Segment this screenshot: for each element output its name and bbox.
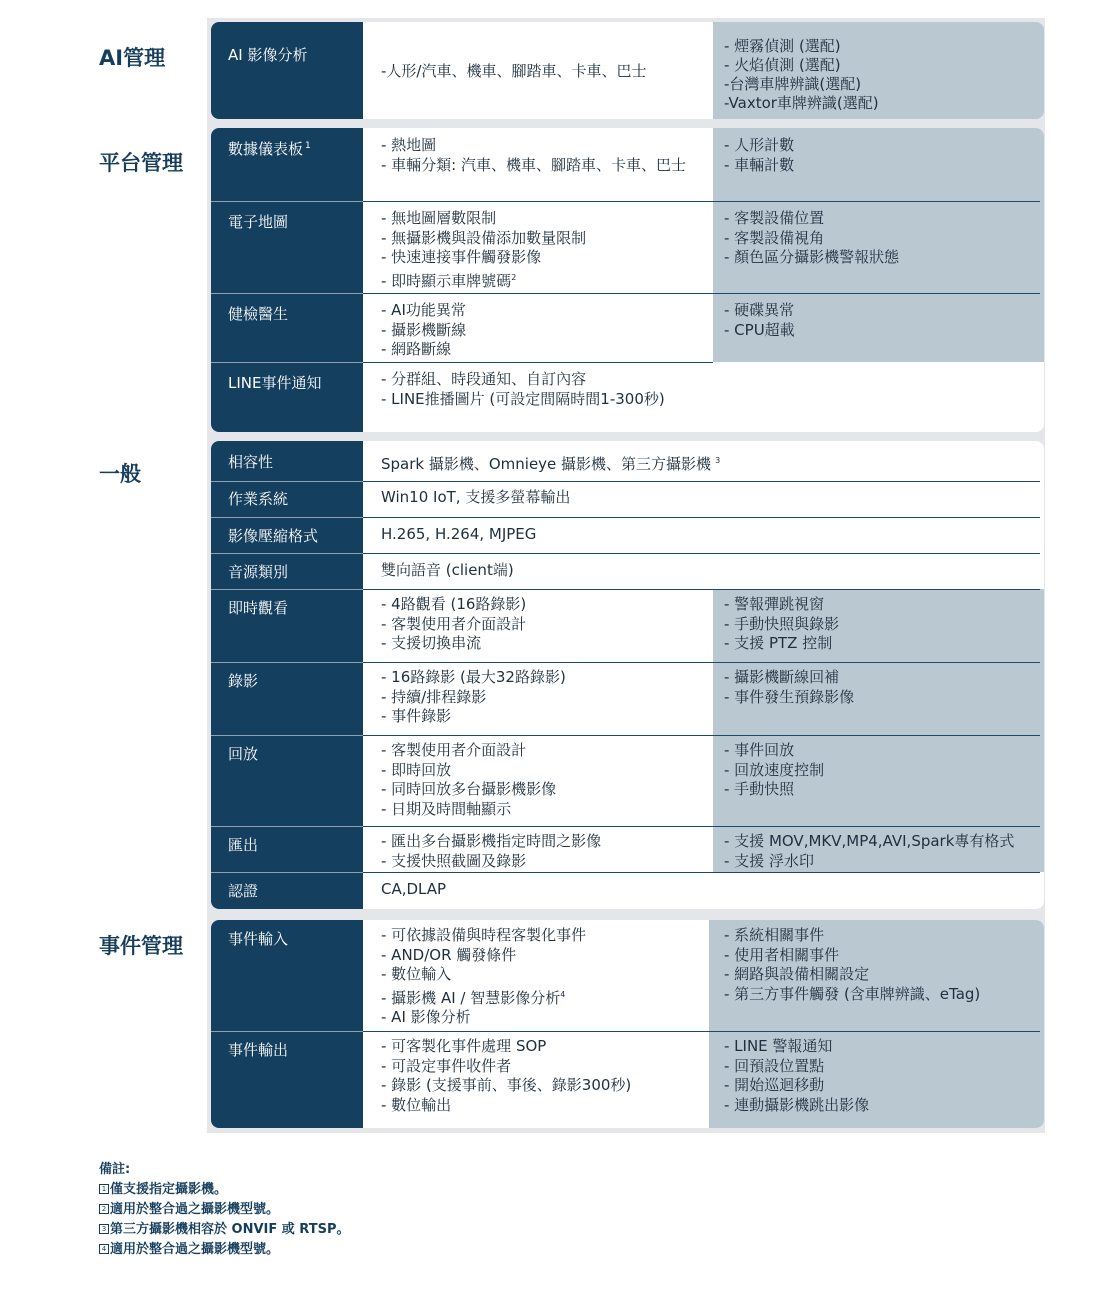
right-column: - 攝影機斷線回補 - 事件發生預錄影像 [724,668,855,706]
spec-row-dashboard [211,128,1044,201]
row-label: 健檢醫生 [228,305,289,323]
category-event-management: 事件管理 [99,934,183,958]
row-label: 數據儀表板 $^1$ [228,140,311,158]
row-label: 事件輸入 [228,930,289,948]
spec-row-os [211,481,1044,517]
row-label: 錄影 [228,672,259,690]
value: Win10 IoT, 支援多螢幕輸出 [381,488,571,506]
right-column: - 事件回放 - 回放速度控制 - 手動快照 [724,741,825,798]
row-label: 相容性 [228,453,274,471]
left-column: -人形/汽車、機車、腳踏車、卡車、巴士 [381,62,647,80]
row-label: 匯出 [228,836,259,854]
right-column: - 警報彈跳視窗 - 手動快照與錄影 - 支援 PTZ 控制 [724,595,840,652]
left-column: - 16路錄影 (最大32路錄影) - 持續/排程錄影 - 事件錄影 [381,668,566,725]
right-column: - 人形計數 - 車輛計數 [724,136,795,174]
category-general: 一般 [99,462,141,486]
row-label: 認證 [228,882,259,900]
right-column: - 煙霧偵測 (選配) - 火焰偵測 (選配) -台灣車牌辨識(選配) -Vaxtor車牌辨識(選配) [724,37,879,112]
right-column: - 系統相關事件 - 使用者相關事件 - 網路與設備相關設定 - 第三方事件觸發 (含車牌辨識、eTag) [724,926,981,1003]
spec-row-video-compression [211,517,1044,553]
spec-row-health-check [211,293,1044,362]
left-column: - 匯出多台攝影機指定時間之影像 - 支援快照截圖及錄影 [381,832,602,870]
panel-general [211,441,1044,909]
left-column: - AI功能異常 - 攝影機斷線 - 網路斷線 [381,301,467,358]
footnotes [99,1160,349,1260]
value: Spark 攝影機、Omnieye 攝影機、第三方攝影機 $^3$ [381,455,721,473]
value: 雙向語音 (client端) [381,561,514,579]
right-column: - LINE 警報通知 - 回預設位置點 - 開始巡迴移動 - 連動攝影機跳出影像 [724,1037,870,1114]
right-column: - 硬碟異常 - CPU超載 [724,301,795,339]
category-platform-management: 平台管理 [99,151,183,175]
row-label: 事件輸出 [228,1041,289,1059]
row-label: LINE事件通知 [228,374,322,392]
spec-row-recording [211,662,1044,735]
footnote-number: 4 [99,1244,109,1254]
left-column: - 分群組、時段通知、自訂內容 - LINE推播圖片 (可設定間隔時間1-300秒) [381,370,665,408]
footnote: 1 僅支援指定攝影機。 [99,1180,349,1200]
spec-row-audio [211,553,1044,589]
left-column: - 可客製化事件處理 SOP - 可設定事件收件者 - 錄影 (支援事前、事後、錄影300秒) - 數位輸出 [381,1037,632,1114]
footnote: 2 適用於整合過之攝影機型號。 [99,1200,349,1220]
row-label: 即時觀看 [228,599,289,617]
footnote-number: 2 [99,1204,109,1214]
spec-row-export [211,826,1044,872]
left-column: - 可依據設備與時程客製化事件 - AND/OR 觸發條件 - 數位輸入 - 攝影機 AI / 智慧影像分析$^4$ - AI 影像分析 [381,926,587,1026]
spec-row-event-input [211,920,1044,1031]
left-column: - 4路觀看 (16路錄影) - 客製使用者介面設計 - 支援切換串流 [381,595,527,652]
category-ai-management: AI管理 [99,46,166,70]
row-label: 回放 [228,745,259,763]
spec-row-event-output [211,1031,1044,1128]
spec-row-e-map [211,201,1044,293]
footnote: 3 第三方攝影機相容於 ONVIF 或 RTSP。 [99,1220,349,1240]
right-column: - 支援 MOV,MKV,MP4,AVI,Spark專有格式 - 支援 浮水印 [724,832,1015,870]
left-column: - 客製使用者介面設計 - 即時回放 - 同時回放多台攝影機影像 - 日期及時間軸顯示 [381,741,557,818]
value: H.265, H.264, MJPEG [381,525,537,543]
panel-event-management [211,920,1044,1128]
row-label: 作業系統 [228,490,289,508]
spec-row-ai-video-analysis [211,22,1044,119]
footnote-number: 3 [99,1224,109,1234]
left-column: - 熱地圖 - 車輛分類: 汽車、機車、腳踏車、卡車、巴士 [381,136,687,174]
row-label: 影像壓縮格式 [228,527,319,545]
value: CA,DLAP [381,880,447,898]
panel-platform-management [211,128,1044,432]
spec-row-compatibility [211,441,1044,481]
footnotes-title: 備註: [99,1162,131,1177]
right-column: - 客製設備位置 - 客製設備視角 - 顏色區分攝影機警報狀態 [724,209,900,266]
row-label: 音源類別 [228,563,289,581]
spec-row-live-view [211,589,1044,662]
spec-row-line-notification [211,362,1044,432]
spec-row-certification [211,872,1044,909]
row-label: AI 影像分析 [228,46,308,64]
footnote-number: 1 [99,1184,109,1194]
left-column: - 無地圖層數限制 - 無攝影機與設備添加數量限制 - 快速連接事件觸發影像 - 即時顯示車牌號碼$^2$ [381,209,587,290]
footnote: 4 適用於整合過之攝影機型號。 [99,1240,349,1260]
panel-ai-management [211,22,1044,119]
spec-row-playback [211,735,1044,826]
row-label: 電子地圖 [228,213,289,231]
